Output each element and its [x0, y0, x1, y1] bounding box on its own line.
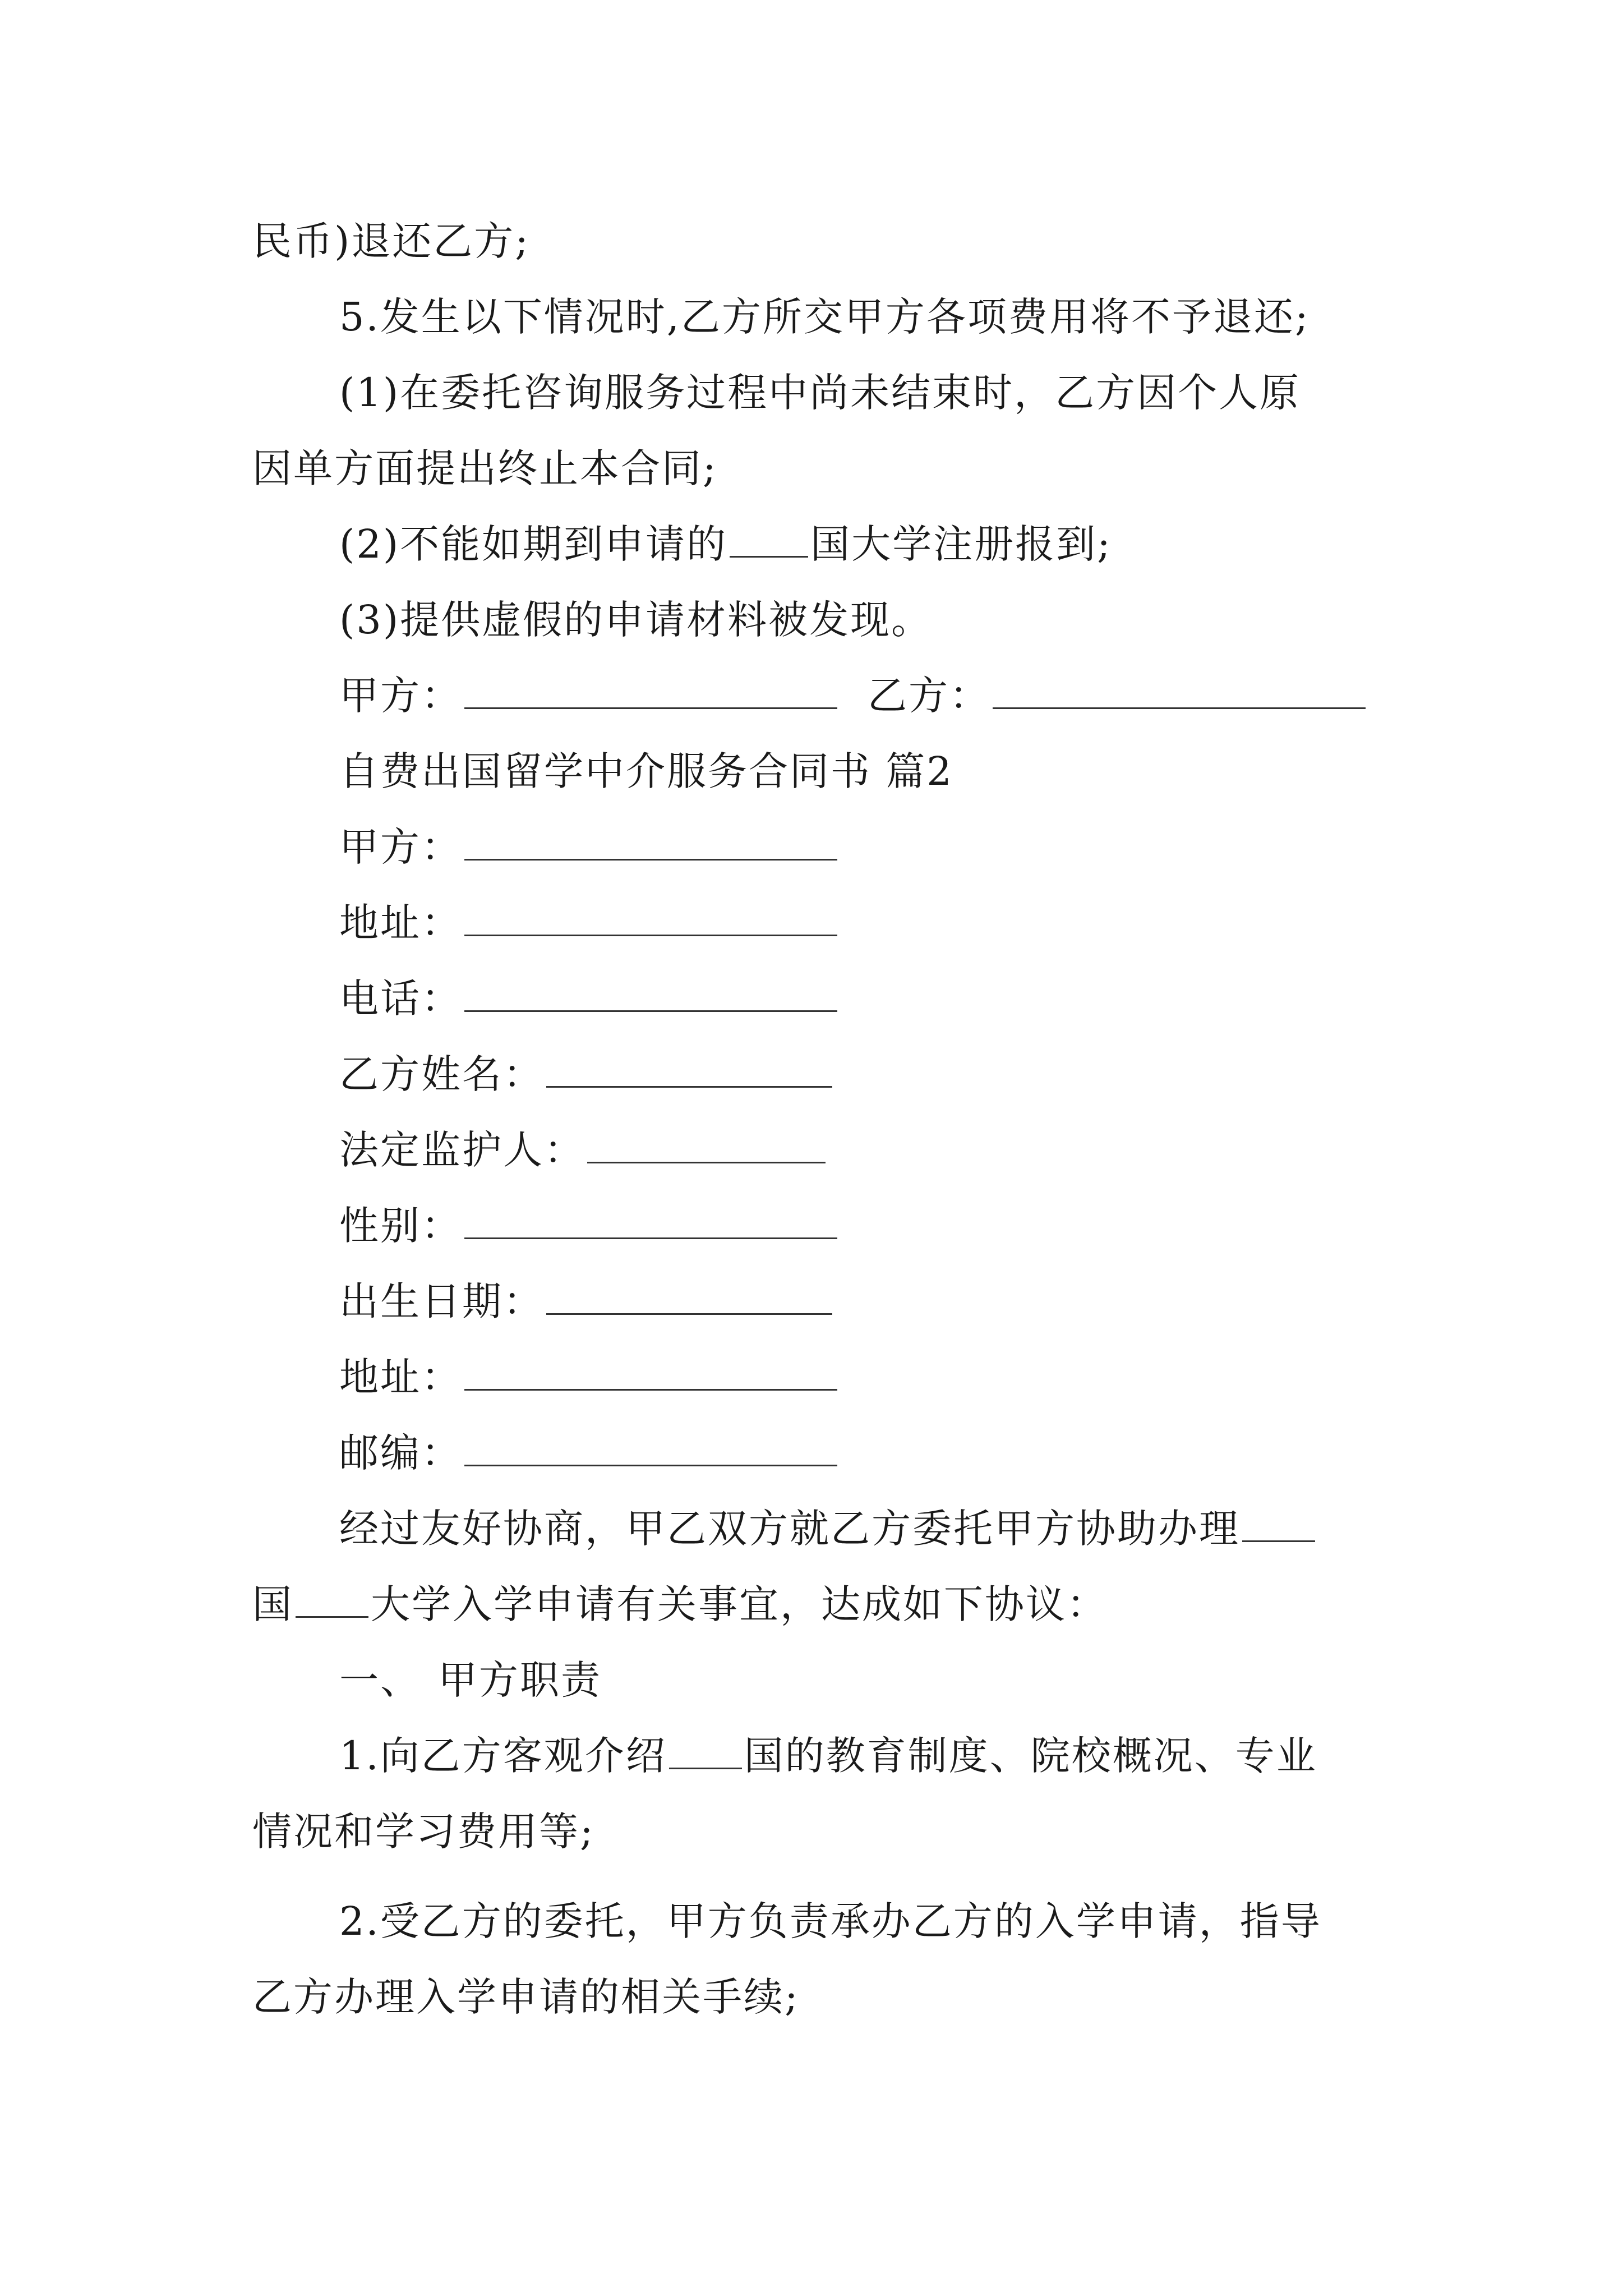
party-b-label: 乙方： [868, 673, 990, 719]
form-field [339, 1046, 834, 1102]
text: (2)不能如期到申请的 [339, 521, 728, 567]
paragraph-line [339, 365, 1301, 421]
blank-underline [464, 1425, 837, 1466]
paragraph-line [339, 289, 1310, 345]
blank-underline [993, 668, 1366, 709]
section-title [339, 743, 953, 799]
text: 5.发生以下情况时,乙方所交甲方各项费用将不予退还; [339, 294, 1310, 340]
form-field [339, 1425, 840, 1481]
blank-underline [464, 1350, 837, 1391]
field-label: 地址： [339, 1354, 462, 1400]
text: 国 [252, 1581, 293, 1627]
field-label: 地址： [339, 900, 462, 946]
text: 大学入学申请有关事宜，达成如下协议： [371, 1581, 1108, 1627]
text: 因单方面提出终止本合同; [252, 445, 718, 491]
paragraph-line [252, 213, 530, 269]
text: 情况和学习费用等; [252, 1809, 595, 1855]
field-label: 乙方姓名： [339, 1051, 544, 1097]
text: 乙方办理入学申请的相关手续; [252, 1974, 800, 2020]
form-field [339, 819, 840, 875]
paragraph-line [339, 592, 932, 648]
field-label: 甲方： [339, 824, 462, 870]
blank-underline [296, 1577, 368, 1618]
text: 民币)退还乙方; [252, 218, 530, 264]
text: (3)提供虚假的申请材料被发现。 [339, 597, 933, 643]
party-a-label: 甲方： [339, 673, 462, 719]
paragraph-line [339, 1893, 1322, 1949]
text: 1.向乙方客观介绍 [339, 1733, 667, 1779]
text: 国大学注册报到; [810, 521, 1112, 567]
text: (1)在委托咨询服务过程中尚未结束时，乙方因个人原 [339, 370, 1301, 416]
blank-underline [546, 1274, 832, 1315]
blank-underline [730, 517, 808, 558]
heading-text: 甲方职责 [438, 1657, 602, 1703]
form-field [339, 970, 840, 1027]
paragraph-line [339, 1501, 1317, 1557]
form-field [339, 1122, 828, 1178]
blank-underline [464, 971, 837, 1012]
paragraph-line [252, 1803, 595, 1860]
text: 国的教育制度、院校概况、专业 [744, 1733, 1317, 1779]
blank-underline [1242, 1501, 1315, 1542]
field-label: 出生日期： [339, 1278, 544, 1324]
form-field [339, 1349, 840, 1405]
text: 自费出国留学中介服务合同书 篇2 [339, 748, 953, 794]
paragraph-line [252, 1969, 800, 2025]
text: 2.受乙方的委托，甲方负责承办乙方的入学申请，指导 [339, 1898, 1322, 1944]
field-label: 性别： [339, 1203, 462, 1249]
paragraph-line [252, 1576, 1108, 1632]
blank-underline [464, 1198, 837, 1239]
signature-line [339, 668, 1368, 724]
form-field [339, 1273, 834, 1329]
blank-underline [546, 1047, 832, 1088]
section-heading [339, 1652, 602, 1708]
paragraph-line [339, 1728, 1317, 1784]
field-label: 电话： [339, 976, 462, 1022]
paragraph-line [252, 440, 718, 496]
text: 经过友好协商，甲乙双方就乙方委托甲方协助办理 [339, 1506, 1240, 1552]
blank-underline [464, 668, 837, 709]
field-label: 法定监护人： [339, 1127, 585, 1173]
field-label: 邮编： [339, 1430, 462, 1476]
paragraph-line [339, 516, 1112, 572]
blank-underline [587, 1122, 826, 1163]
blank-underline [464, 895, 837, 936]
form-field [339, 1198, 840, 1254]
blank-underline [464, 820, 837, 861]
blank-underline [669, 1728, 742, 1769]
form-field [339, 895, 840, 951]
heading-number: 一、 [339, 1657, 421, 1703]
